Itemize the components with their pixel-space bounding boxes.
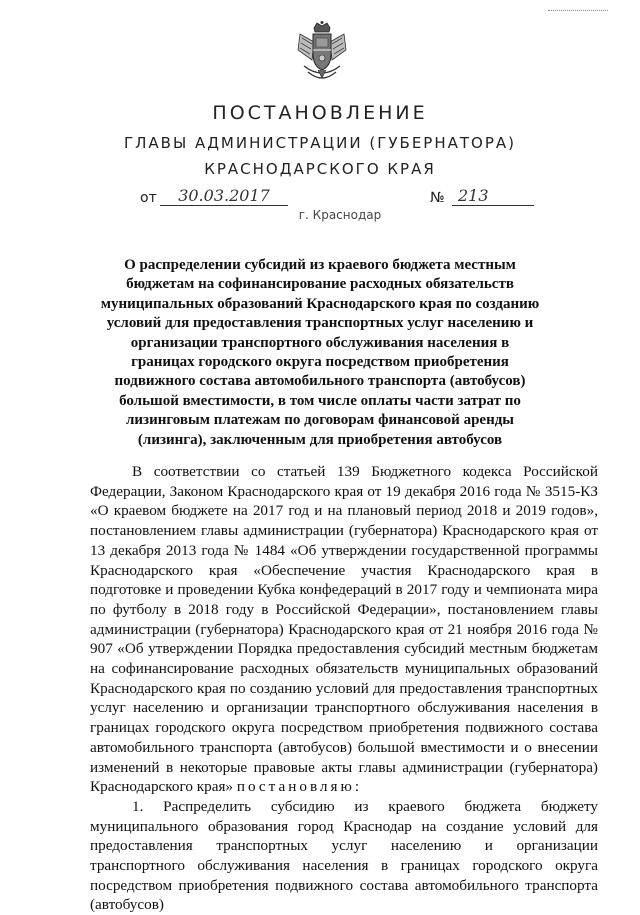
body-paragraph bbox=[90, 462, 598, 797]
coat-of-arms-emblem bbox=[296, 20, 348, 84]
paragraph-text: В соответствии со статьей 139 Бюджетного кодекса Российской Федерации, Законом Краснодарского края от 19 декабря 2016 года № 3515-КЗ «О краевом бюджете на 2017 год и на плановый период 2018 и 2019 годов», постановлением главы администрации (губернатора) Краснодарского края от 13 декабря 2013 года № 1484 «Об утверждении государственной программы Краснодарского края «Обеспечение участия Краснодарского края в подготовке и проведении Кубка конфедераций в 2017 году и чемпионата мира по футболу в 2018 году в Российской Федерации», постановлением главы администрации (губернатора) Краснодарского края от 21 ноября 2016 года № 907 «Об утверждении Порядка предоставления субсидий местным бюджетам на софинансирование расходных обязательств муниципальных образований Краснодарского края по созданию условий для предоставления транспортных услуг населению и организации транспортного обслуживания населения в границах городского округа посредством приобретения подвижного состава автомобильного транспорта (автобусов) большой вместимости и о внесении изменений в некоторые правовые акты главы администрации (губернатора) Краснодарского края» bbox=[90, 463, 598, 796]
document-type-heading: ПОСТАНОВЛЕНИЕ bbox=[212, 102, 428, 124]
scan-corner-mark bbox=[548, 10, 608, 14]
number-sign: № bbox=[430, 190, 445, 206]
handwritten-number: 213 bbox=[452, 186, 534, 206]
document-body bbox=[90, 462, 598, 915]
date-prefix: от bbox=[140, 190, 157, 206]
city-label: г. Краснодар bbox=[298, 208, 382, 222]
issuer-heading: ГЛАВЫ АДМИНИСТРАЦИИ (ГУБЕРНАТОРА) bbox=[123, 134, 517, 152]
document-title: О распределении субсидий из краевого бюджета местным бюджетам на софинансирование расходных обязательств муниципальных образований Краснодарского края по созданию условий для предоставления транспортных услуг населению и организации транспортного обслуживания населения в границах городского округа посредством приобретения подвижного состава автомобильного транспорта (автобусов) большой вместимости, в том числе оплаты части затрат по лизинговым платежам по договорам финансовой аренды (лизинга), заключенным для приобретения автобусов bbox=[100, 257, 540, 448]
decree-word: постановляю: bbox=[236, 778, 363, 796]
handwritten-date: 30.03.2017 bbox=[160, 186, 288, 206]
body-paragraph: 1. Распределить субсидию из краевого бюджета бюджету муниципального образования город Краснодар на создание условий для предоставления транспортных услуг населению и организации транспортного обслуживания населения в границах городского округа посредством приобретения подвижного состава автомобильного транспорта (автобусов) bbox=[90, 797, 598, 914]
region-heading: КРАСНОДАРСКОГО КРАЯ bbox=[204, 160, 436, 178]
